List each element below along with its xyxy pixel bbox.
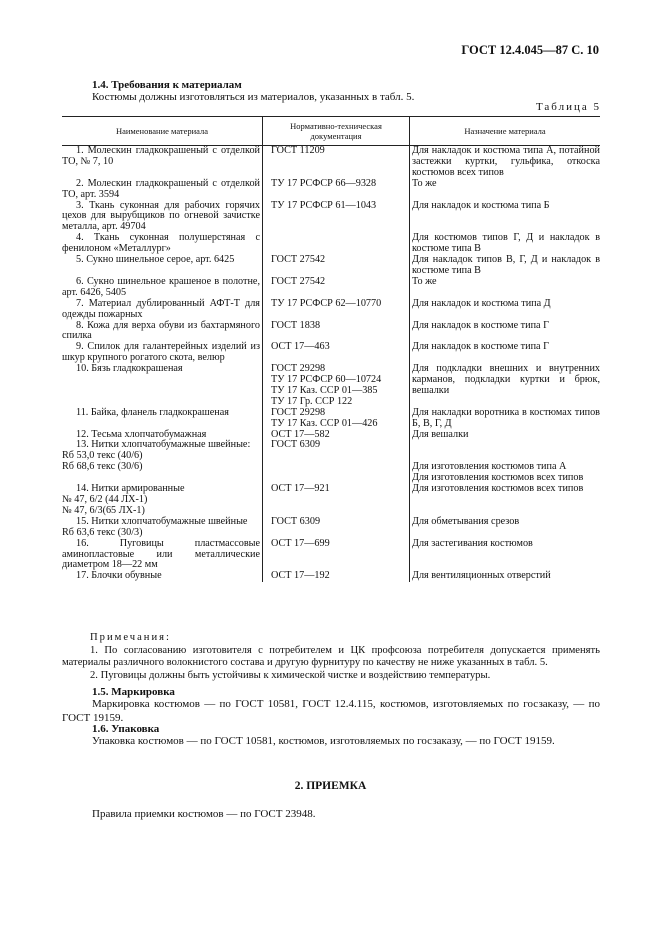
material-doc: ГОСТ 6309	[263, 517, 410, 539]
material-name: 10. Бязь гладкокрашеная	[76, 363, 183, 375]
material-name: 12. Тесьма хлопчатобумажная	[76, 428, 207, 440]
material-name: 9. Спилок для галантерейных изделий из шкур крупного рогатого скота, велюр	[62, 341, 260, 364]
material-name: 16. Пуговицы пластмассовые аминопластовые или металлические диаметром 18—22 мм	[62, 537, 260, 571]
section-1-5-title: 1.5. Маркировка	[92, 686, 175, 698]
material-doc: ГОСТ 29298 ТУ 17 Каз. ССР 01—426	[263, 408, 410, 430]
material-doc: ГОСТ 29298 ТУ 17 РСФСР 60—10724 ТУ 17 Каз. ССР 01—385 ТУ 17 Гр. ССР 122	[263, 364, 410, 408]
material-use: Для накладок и костюма типа Д	[412, 297, 551, 309]
table-row	[62, 364, 600, 408]
section-2-text: Правила приемки костюмов — по ГОСТ 23948.	[92, 808, 316, 820]
material-name: 3. Ткань суконная для рабочих горячих цехов для вырубщиков по огневой зачистке металла, арт. 49704	[62, 199, 260, 233]
col-header-doc: Нормативно-техническая документация	[263, 117, 410, 146]
material-use: Для вентиляционных отверстий	[412, 570, 551, 582]
table-row	[62, 321, 600, 343]
table-row	[62, 571, 600, 582]
material-use: Для накладок и костюма типа Б	[412, 199, 550, 211]
table-row	[62, 255, 600, 277]
col-header-use: Назначение материала	[410, 117, 601, 146]
table-row	[62, 201, 600, 234]
material-use: То же	[412, 177, 437, 189]
table-row	[62, 539, 600, 572]
section-1-6-text: Упаковка костюмов — по ГОСТ 10581, костюмов, изготовляемых по госзаказу, — по ГОСТ 19159.	[92, 735, 555, 747]
material-name: 15. Нитки хлопчатобумажные швейные Rб 63,6 текс (30/3)	[62, 515, 248, 538]
material-name: 17. Блочки обувные	[76, 570, 162, 582]
table-row	[62, 517, 600, 539]
material-name: 8. Кожа для верха обуви из бахтармяного спилка	[62, 319, 260, 342]
material-name: 2. Молескин гладкокрашеный с отделкой ТО, арт. 3594	[62, 177, 260, 200]
note-1: 1. По согласованию изготовителя с потребителем и ЦК профсоюза потребителя допускается применять материалы различного волокнистого состава и другую фурнитуру по качеству не ниже указанных в табл. 5.	[62, 644, 600, 668]
notes-title: Примечания:	[90, 632, 171, 643]
material-use: Для изготовления костюмов типа А Для изготовления костюмов всех типов	[412, 461, 584, 484]
material-use: Для подкладки внешних и внутренних карманов, подкладки куртки и брюк, вешалки	[412, 363, 600, 396]
material-use: Для костюмов типов Г, Д и накладок в костюме типа В	[412, 232, 600, 255]
material-doc	[263, 233, 410, 255]
material-use: Для накладок в костюме типа Г	[412, 341, 549, 353]
table-row	[62, 277, 600, 299]
material-use: Для застегивания костюмов	[412, 537, 533, 549]
material-use: То же	[412, 275, 437, 287]
table-row	[62, 484, 600, 517]
table-row	[62, 179, 600, 201]
material-name: 13. Нитки хлопчатобумажные швейные: Rб 53,0 текс (40/6) Rб 68,6 текс (30/6)	[62, 439, 251, 473]
material-use: Для изготовления костюмов всех типов	[412, 483, 584, 495]
material-use: Для накладок и костюма типа А, потайной застежки куртки, гульфика, откоска костюмов всех типов	[412, 145, 600, 178]
material-name: 1. Молескин гладкокрашеный с отделкой ТО, № 7, 10	[62, 145, 260, 167]
material-doc: ГОСТ 11209	[263, 146, 410, 179]
material-doc: ГОСТ 27542	[263, 277, 410, 299]
material-doc: ГОСТ 6309	[263, 440, 410, 484]
material-use: Для накладок в костюме типа Г	[412, 319, 549, 331]
section-1-5-text: Маркировка костюмов — по ГОСТ 10581, ГОСТ 12.4.115, костюмов, изготовляемых по госзаказу, — по ГОСТ 19159.	[62, 698, 600, 724]
material-doc: ТУ 17 РСФСР 66—9328	[263, 179, 410, 201]
material-name: 14. Нитки армированные № 47, 6/2 (44 ЛХ-1) № 47, 6/3(65 ЛХ-1)	[62, 483, 185, 516]
material-doc: ОСТ 17—921	[263, 484, 410, 517]
note-2: 2. Пуговицы должны быть устойчивы к химической чистке и воздействию температуры.	[90, 669, 491, 681]
material-doc: ТУ 17 РСФСР 62—10770	[263, 299, 410, 321]
material-use: Для накладок типов В, Г, Д и накладок в костюме типа В	[412, 254, 600, 276]
notes-block	[62, 632, 600, 682]
col-header-name: Наименование материала	[62, 117, 263, 146]
table-row	[62, 342, 600, 364]
section-2-title: 2. ПРИЕМКА	[294, 780, 367, 792]
page-header: ГОСТ 12.4.045—87 С. 10	[461, 43, 599, 57]
material-doc: ОСТ 17—582	[263, 430, 410, 441]
table-row	[62, 408, 600, 430]
material-use: Для накладки воротника в костюмах типов Б, В, Г, Д	[412, 406, 600, 429]
table-row	[62, 440, 600, 484]
table-header-row	[62, 117, 600, 146]
material-doc: ОСТ 17—463	[263, 342, 410, 364]
section-1-4-intro: Костюмы должны изготовляться из материалов, указанных в табл. 5.	[92, 91, 415, 103]
table-row	[62, 299, 600, 321]
table-caption: Таблица 5	[535, 101, 601, 113]
material-name: 6. Сукно шинельное крашеное в полотне, арт. 6426, 5405	[62, 275, 260, 298]
material-use: Для вешалки	[412, 428, 469, 440]
material-name: 4. Ткань суконная полушерстяная с фенилоном «Металлург»	[62, 232, 260, 255]
table-row	[62, 233, 600, 255]
material-doc: ТУ 17 РСФСР 61—1043	[263, 201, 410, 234]
material-use: Для обметывания срезов	[412, 515, 520, 527]
material-name: 7. Материал дублированный АФТ-Т для одежды пожарных	[62, 297, 260, 320]
material-name: 11. Байка, фланель гладкокрашеная	[76, 406, 229, 418]
material-doc: ГОСТ 27542	[263, 255, 410, 277]
section-1-6-title: 1.6. Упаковка	[92, 723, 160, 735]
table-row	[62, 146, 600, 179]
material-doc: ОСТ 17—192	[263, 571, 410, 582]
material-doc: ГОСТ 1838	[263, 321, 410, 343]
materials-table	[62, 116, 600, 582]
section-1-4-title: 1.4. Требования к материалам	[92, 79, 242, 91]
material-name: 5. Сукно шинельное серое, арт. 6425	[76, 254, 235, 266]
material-doc: ОСТ 17—699	[263, 539, 410, 572]
